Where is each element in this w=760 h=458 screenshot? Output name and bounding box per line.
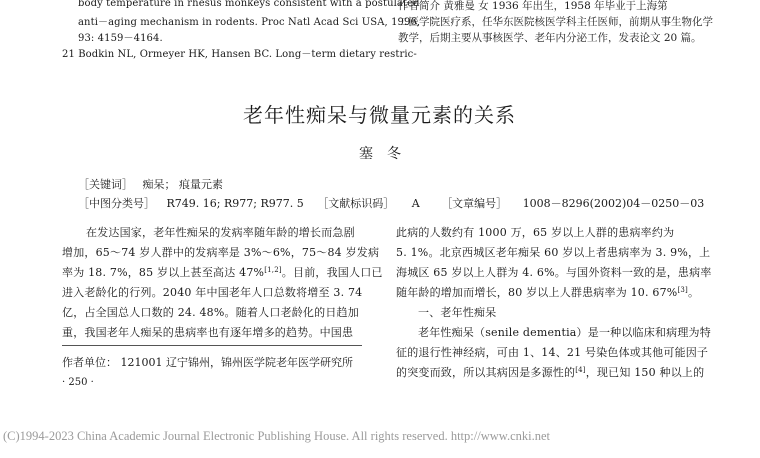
copyright-footer: (C)1994-2023 China Academic Journal Electronic Publishing House. All rights reserved. http://www.cnki.net [3,429,551,443]
body-line: 随年龄的增加而增长，80 岁以上人群患病率为 10. 67%[3]。 [396,286,700,299]
clc-value: R749. 16; R977; R977. 5 [166,197,304,210]
keywords-value: 痴呆； 痕量元素 [142,178,223,191]
body-line: 5. 1%。北京西城区老年痴呆 60 岁以上者患病率为 3. 9%，上 [396,246,711,259]
section-heading: 一、老年性痴呆 [418,306,497,319]
body-line: 重，我国老年人痴呆的患病率也有逐年增多的趋势。中国患 [62,326,354,339]
keywords-row [78,176,223,192]
article-no-label: ［文章编号］ [441,197,508,210]
reference-line: 21 Bodkin NL, Ormeyer HK, Hansen BC. Long－term dietary restric- [62,49,417,60]
body-line: 的突变而致，所以其病因是多源性的[4]，现已知 150 种以上的 [396,366,705,379]
footnote-rule [62,345,362,346]
author-bio-line: 教学，后期主要从事核医学、老年内分泌工作，发表论文 20 篇。 [398,32,702,44]
article-author: 塞冬 [359,146,415,162]
article-no-value: 1008－8296(2002)04－0250－03 [522,197,705,210]
citation: [4] [575,366,586,374]
clc-label: ［中图分类号］ [78,197,155,210]
body-line: 进入老龄化的行列。2040 年中国老年人口总数将增至 3. 74 [62,286,363,299]
body-line: 海城区 65 岁以上人群为 4. 6%。与国外资料一致的是，患病率 [396,266,712,279]
body-line: 老年性痴呆（senile dementia）是一种以临床和病理为特 [418,326,711,339]
author-bio-line: 二医学院医疗系，任华东医院核医学科主任医师，前期从事生物化学 [398,16,713,28]
page-number: · 250 · [62,377,94,388]
body-line: 在发达国家，老年性痴呆的发病率随年龄的增长而急剧 [86,226,355,239]
author-bio-line: 作者简介 黄雅曼 女 1936 年出生，1958 年毕业于上海第 [398,0,668,12]
doc-code-label: ［文献标识码］ [317,197,395,210]
body-line: 增加，65～74 岁人群中的发病率是 3%～6%，75～84 岁发病 [62,246,380,259]
body-line: 征的退行性神经病，可由 1、14、21 号染色体或其他可能因子 [396,346,709,359]
reference-line: anti－aging mechanism in rodents. Proc Natl Acad Sci USA, 1996, [78,17,421,28]
doc-code-value: A [411,197,420,210]
body-line: 率为 18. 7%，85 岁以上甚至高达 47%[1,2]。目前，我国人口已 [62,266,383,279]
classification-row [78,195,704,211]
body-line: 此病的人数约有 1000 万，65 岁以上人群的患病率约为 [396,226,675,239]
reference-line: 93: 4159－4164. [78,33,163,44]
author-affiliation: 作者单位： 121001 辽宁锦州，锦州医学院老年医学研究所 [62,356,353,369]
body-line: 亿，占全国总人口数的 24. 48%。随着人口老龄化的日趋加 [62,306,359,319]
keywords-label: ［关键词］ [78,178,133,191]
article-title: 老年性痴呆与微量元素的关系 [243,103,516,127]
citation: [3] [677,286,688,294]
reference-line: body temperature in rhesus monkeys consistent with a postulated [78,0,420,9]
citation: [1,2] [264,266,282,274]
